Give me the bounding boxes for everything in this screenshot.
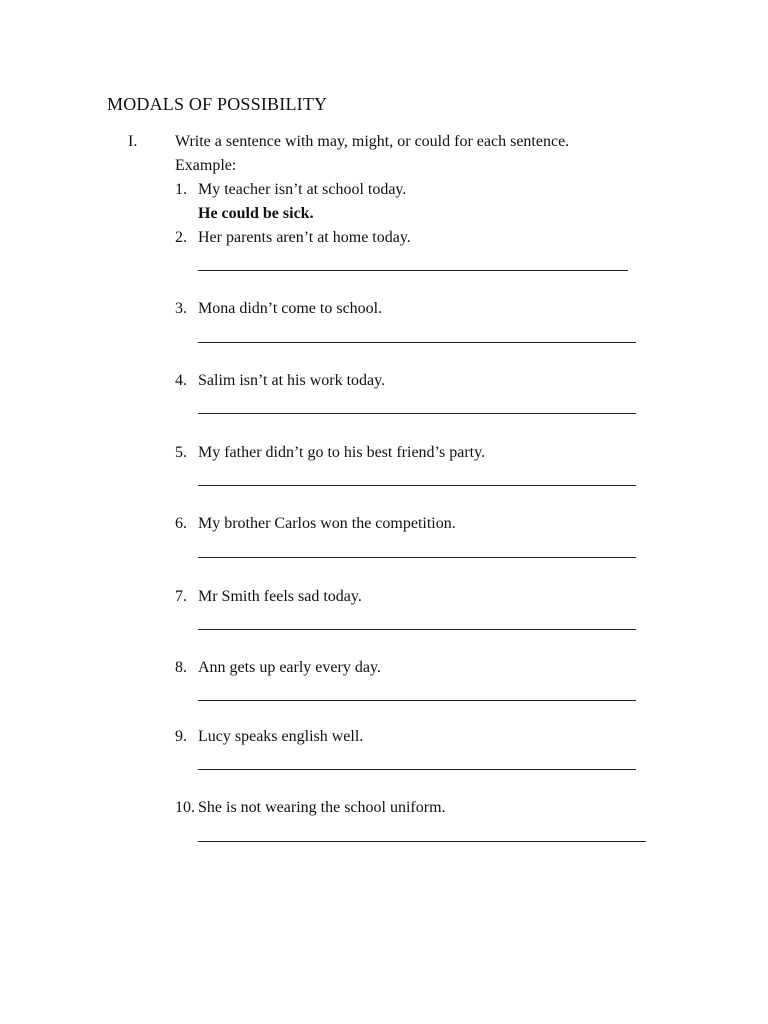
item-number: 10.	[175, 799, 195, 816]
item-sentence: Mr Smith feels sad today.	[198, 588, 362, 605]
answer-line[interactable]	[198, 270, 628, 271]
section-number: I.	[128, 133, 138, 150]
item-sentence: Salim isn’t at his work today.	[198, 372, 386, 389]
item-sentence: She is not wearing the school uniform.	[198, 799, 446, 816]
item-sentence: My father didn’t go to his best friend’s party.	[198, 444, 486, 461]
item-number: 4.	[175, 372, 187, 389]
example-label: Example:	[175, 157, 237, 174]
item-number: 1.	[175, 181, 187, 198]
answer-line[interactable]	[198, 629, 636, 630]
item-sentence: Ann gets up early every day.	[198, 659, 381, 676]
answer-line[interactable]	[198, 700, 636, 701]
answer-line[interactable]	[198, 342, 636, 343]
answer-line[interactable]	[198, 485, 636, 486]
item-number: 5.	[175, 444, 187, 461]
item-number: 7.	[175, 588, 187, 605]
section-instruction: Write a sentence with may, might, or could for each sentence.	[175, 133, 570, 150]
item-sentence: Mona didn’t come to school.	[198, 300, 383, 317]
item-sentence: My brother Carlos won the competition.	[198, 515, 456, 532]
worksheet-title: MODALS OF POSSIBILITY	[107, 94, 328, 114]
item-number: 8.	[175, 659, 187, 676]
item-number: 6.	[175, 515, 187, 532]
item-number: 2.	[175, 229, 187, 246]
item-sentence: Lucy speaks english well.	[198, 728, 364, 745]
example-answer: He could be sick.	[198, 205, 314, 222]
answer-line[interactable]	[198, 413, 636, 414]
answer-line[interactable]	[198, 557, 636, 558]
item-sentence: My teacher isn’t at school today.	[198, 181, 407, 198]
item-number: 9.	[175, 728, 187, 745]
item-number: 3.	[175, 300, 187, 317]
answer-line[interactable]	[198, 841, 646, 842]
answer-line[interactable]	[198, 769, 636, 770]
item-sentence: Her parents aren’t at home today.	[198, 229, 411, 246]
